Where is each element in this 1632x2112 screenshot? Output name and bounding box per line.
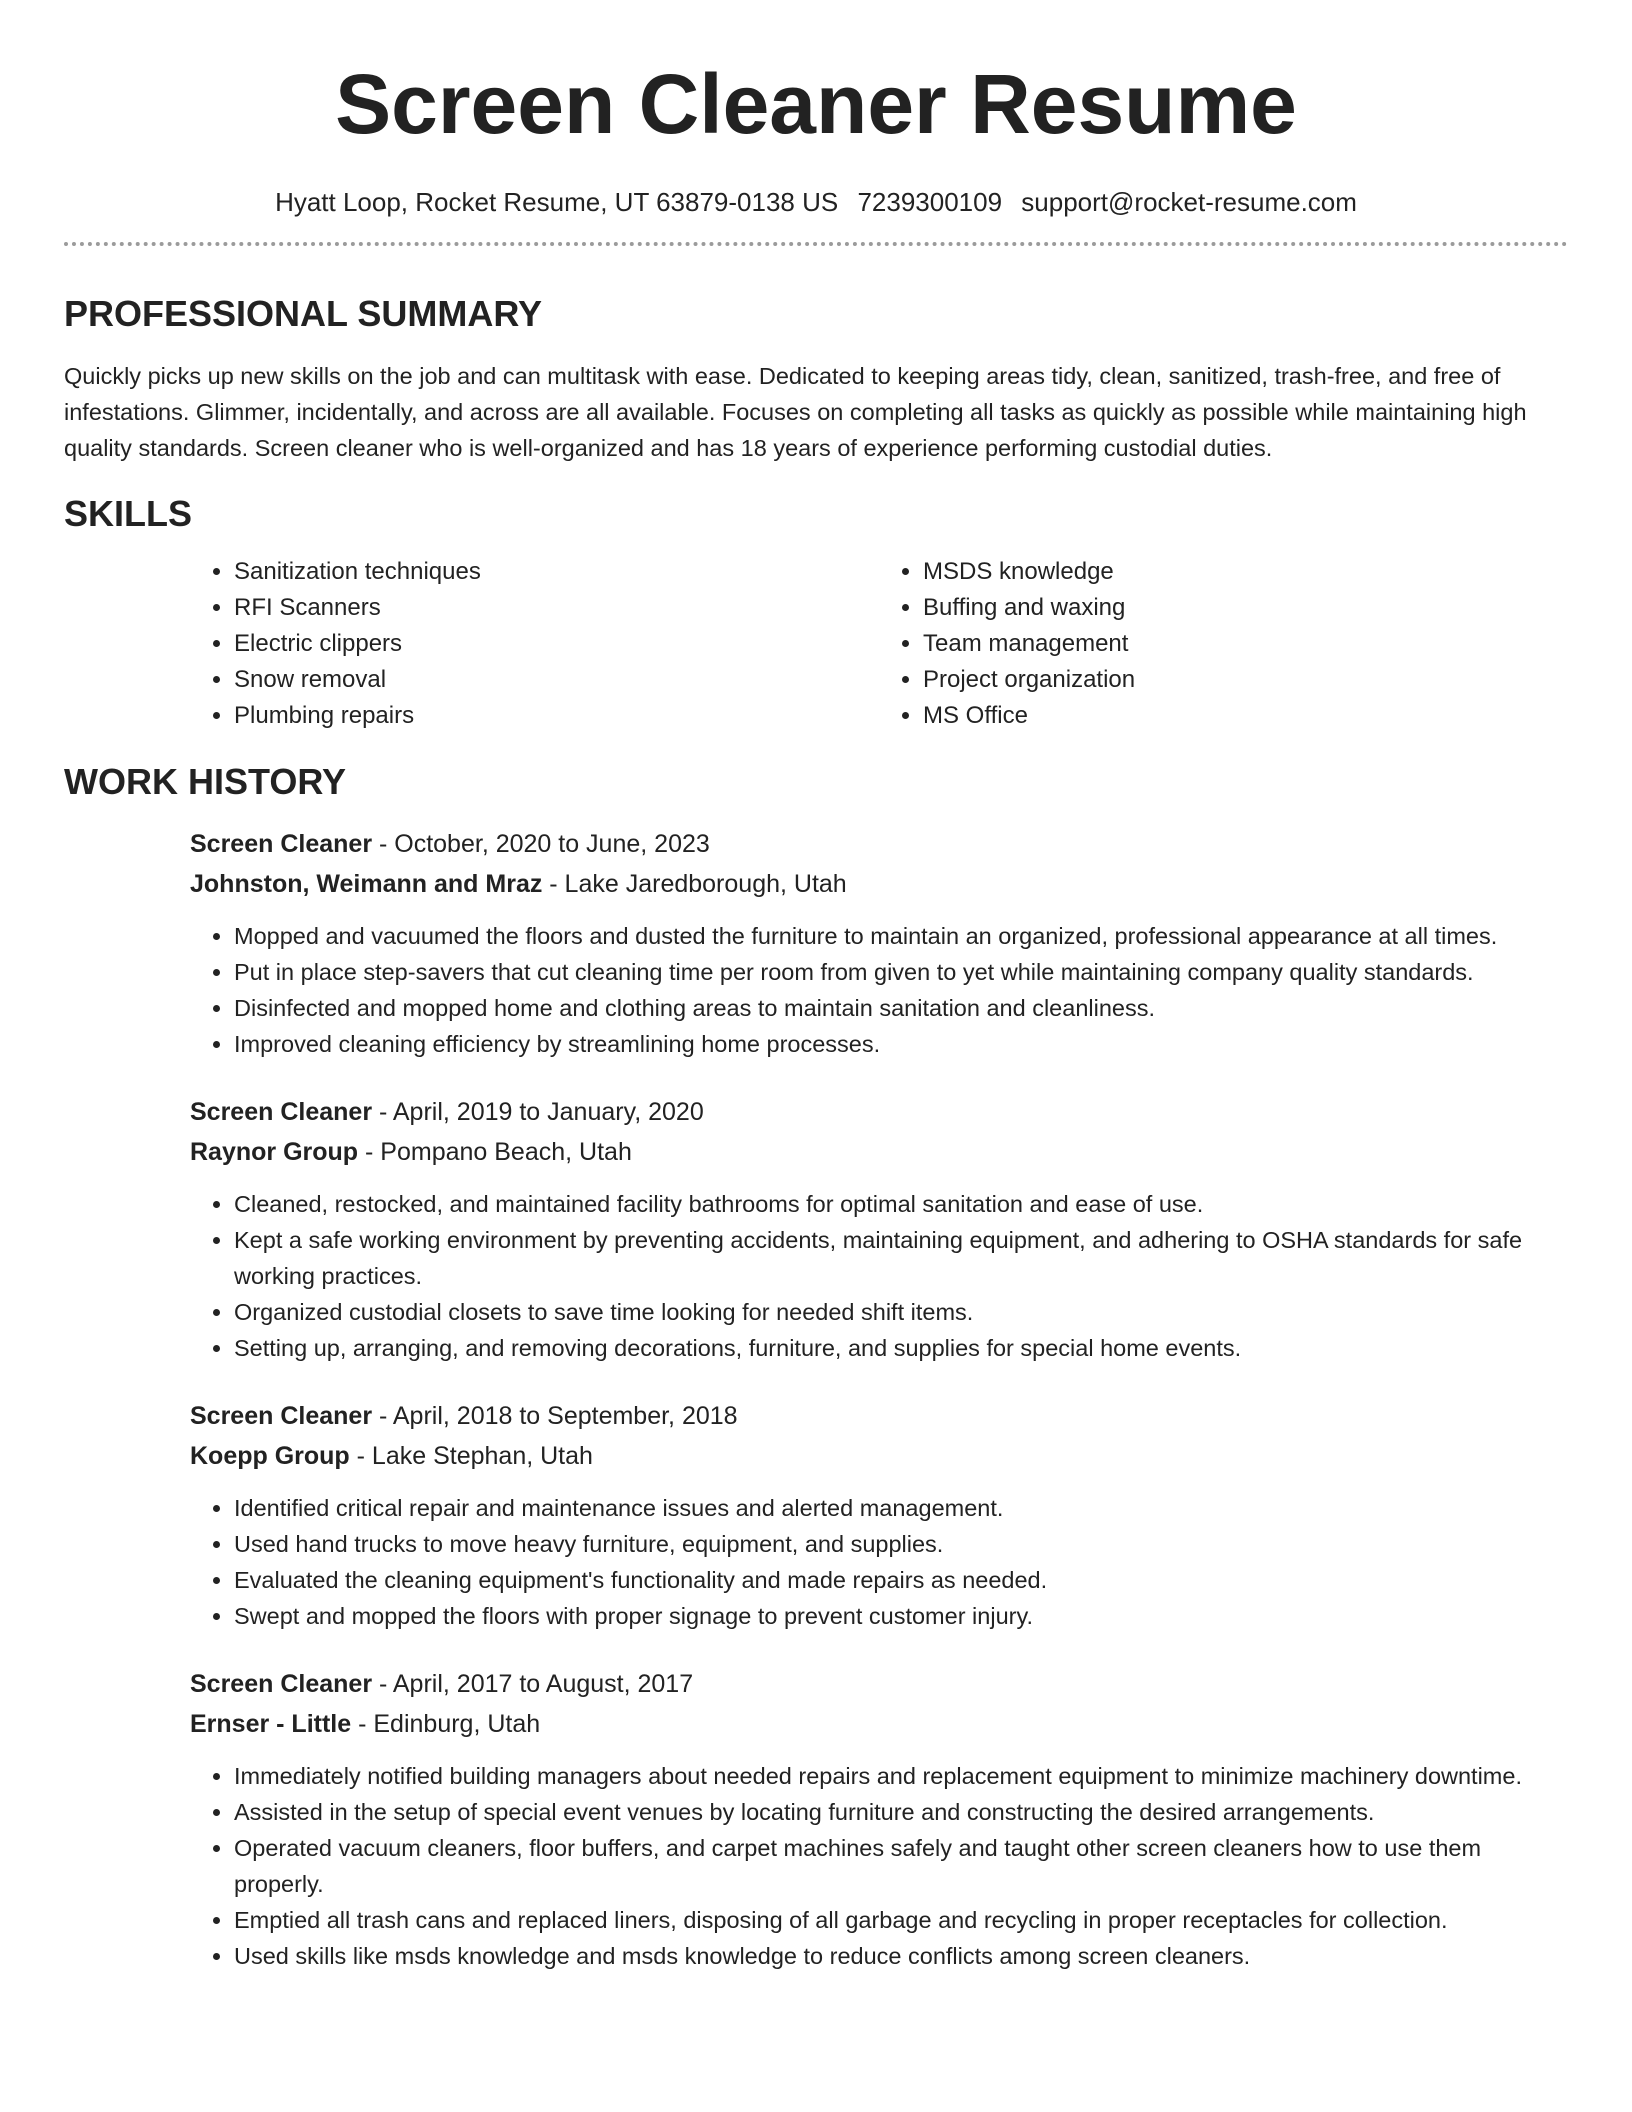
job-bullet: • Put in place step-savers that cut cleaning time per room from given to yet while maintaining company quality standards. (234, 954, 1568, 990)
skill-item: • MSDS knowledge (923, 554, 1568, 590)
work-section (64, 760, 1568, 1974)
job-bullet: • Identified critical repair and maintenance issues and alerted management. (234, 1490, 1568, 1526)
contact-address: Hyatt Loop, Rocket Resume, UT 63879-0138 US (275, 187, 839, 217)
skills-grid (190, 554, 1568, 734)
job-bullet: • Swept and mopped the floors with proper signage to prevent customer injury. (234, 1598, 1568, 1634)
job-company: Koepp Group (190, 1442, 350, 1470)
skills-heading: SKILLS (64, 493, 193, 534)
job-title-line (190, 1396, 1568, 1436)
job-bullets (190, 1758, 1568, 1974)
job-entry (190, 1092, 1568, 1366)
job-title: Screen Cleaner (190, 830, 373, 858)
job-bullets (190, 918, 1568, 1062)
contact-line (64, 182, 1568, 222)
job-title-line (190, 1092, 1568, 1132)
job-dates: - April, 2017 to August, 2017 (372, 1670, 694, 1698)
resume-title: Screen Cleaner Resume (335, 57, 1297, 151)
skill-item: • MS Office (923, 698, 1568, 734)
job-dates: - April, 2018 to September, 2018 (372, 1402, 738, 1430)
job-dates: - October, 2020 to June, 2023 (372, 830, 710, 858)
job-title-line (190, 824, 1568, 864)
skills-list-right (879, 554, 1568, 734)
job-location: - Edinburg, Utah (351, 1710, 541, 1738)
job-bullet: • Improved cleaning efficiency by streamlining home processes. (234, 1026, 1568, 1062)
skills-list-left (190, 554, 879, 734)
contact-phone: 7239300109 (857, 187, 1003, 217)
job-title: Screen Cleaner (190, 1402, 373, 1430)
job-bullet: • Organized custodial closets to save time looking for needed shift items. (234, 1294, 1568, 1330)
job-company-line (190, 1704, 1568, 1744)
job-location: - Lake Stephan, Utah (349, 1442, 593, 1470)
job-company-line (190, 1436, 1568, 1476)
job-dates: - April, 2019 to January, 2020 (372, 1098, 704, 1126)
job-bullet: • Cleaned, restocked, and maintained facility bathrooms for optimal sanitation and ease of use. (234, 1186, 1568, 1222)
job-title-line (190, 1664, 1568, 1704)
job-title: Screen Cleaner (190, 1670, 373, 1698)
skill-item: • Team management (923, 626, 1568, 662)
job-entry (190, 1396, 1568, 1634)
job-bullet: • Mopped and vacuumed the floors and dusted the furniture to maintain an organized, professional appearance at all times. (234, 918, 1568, 954)
skill-item: • Project organization (923, 662, 1568, 698)
skill-item: • Sanitization techniques (234, 554, 879, 590)
job-entry (190, 1664, 1568, 1974)
job-bullet: • Evaluated the cleaning equipment's functionality and made repairs as needed. (234, 1562, 1568, 1598)
job-company: Johnston, Weimann and Mraz (190, 870, 543, 898)
summary-section (64, 292, 1568, 466)
job-company: Raynor Group (190, 1138, 359, 1166)
job-entry (190, 824, 1568, 1062)
job-company: Ernser - Little (190, 1710, 352, 1738)
skill-item: • RFI Scanners (234, 590, 879, 626)
header-divider (64, 242, 1568, 246)
job-title: Screen Cleaner (190, 1098, 373, 1126)
job-bullet: • Assisted in the setup of special event venues by locating furniture and constructing the desired arrangements. (234, 1794, 1568, 1830)
skill-item: • Plumbing repairs (234, 698, 879, 734)
summary-text: Quickly picks up new skills on the job and can multitask with ease. Dedicated to keeping areas tidy, clean, sanitized, trash-free, and free of infestations. Glimmer, incidentally, and across are all available. Focuses on completing all tasks as quickly as possible while maintaining high quality standards. Screen cleaner who is well-organized and has 18 years of experience performing custodial duties. (64, 363, 1527, 461)
job-bullet: • Disinfected and mopped home and clothing areas to maintain sanitation and cleanliness. (234, 990, 1568, 1026)
job-bullets (190, 1186, 1568, 1366)
summary-heading: PROFESSIONAL SUMMARY (64, 293, 543, 334)
job-bullets (190, 1490, 1568, 1634)
job-location: - Pompano Beach, Utah (358, 1138, 632, 1166)
skill-item: • Electric clippers (234, 626, 879, 662)
skills-section (64, 492, 1568, 734)
job-bullet: • Kept a safe working environment by preventing accidents, maintaining equipment, and adhering to OSHA standards for safe working practices. (234, 1222, 1568, 1294)
job-bullet: • Operated vacuum cleaners, floor buffers, and carpet machines safely and taught other screen cleaners how to use them properly. (234, 1830, 1568, 1902)
job-bullet: • Used skills like msds knowledge and msds knowledge to reduce conflicts among screen cleaners. (234, 1938, 1568, 1974)
job-bullet: • Emptied all trash cans and replaced liners, disposing of all garbage and recycling in proper receptacles for collection. (234, 1902, 1568, 1938)
job-bullet: • Immediately notified building managers about needed repairs and replacement equipment to minimize machinery downtime. (234, 1758, 1568, 1794)
contact-email: support@rocket-resume.com (1021, 187, 1357, 217)
job-bullet: • Setting up, arranging, and removing decorations, furniture, and supplies for special home events. (234, 1330, 1568, 1366)
job-bullet: • Used hand trucks to move heavy furniture, equipment, and supplies. (234, 1526, 1568, 1562)
skill-item: • Snow removal (234, 662, 879, 698)
job-location: - Lake Jaredborough, Utah (542, 870, 847, 898)
work-heading: WORK HISTORY (64, 761, 347, 802)
job-company-line (190, 864, 1568, 904)
skill-item: • Buffing and waxing (923, 590, 1568, 626)
job-company-line (190, 1132, 1568, 1172)
